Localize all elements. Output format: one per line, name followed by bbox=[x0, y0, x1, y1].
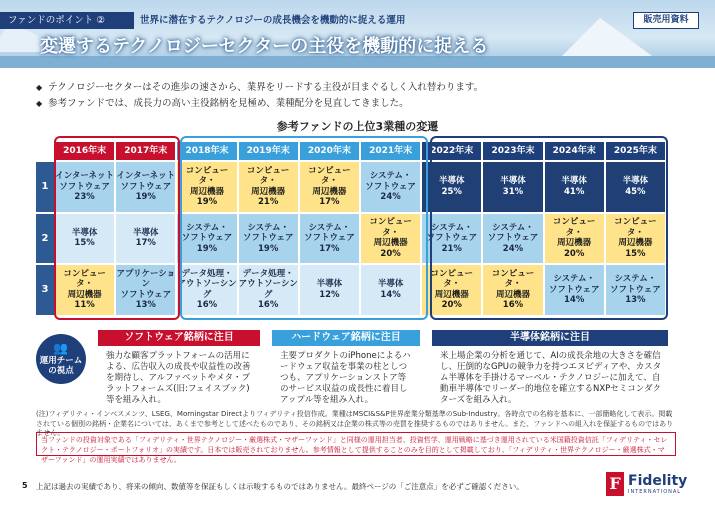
rank-label: 2 bbox=[36, 214, 54, 264]
footer-disclaimer: 上記は過去の実績であり、将来の傾向、数値等を保証もしくは示唆するものではありません。最終ページの「ご注意点」を必ずご確認ください。 bbox=[36, 482, 524, 491]
sector-name: コンピュータ・ 周辺機器 bbox=[369, 217, 412, 249]
fidelity-logo-name: Fidelity bbox=[628, 473, 688, 489]
footnote: (注)フィデリティ・インベスメンツ、LSEG、Morningstar Directよりフィデリティ投信作成。業種はMSCI&S&P世界産業分類基準のSub-Industry。各時点での名称を基本に、一部簡略化して表示。掲載されている個別の銘柄・企業名については、あくまで参考として述べたものであり、その銘柄又は企業の株式等の売買を推奨するものではありません。また、ファンドへの組入れを保証するものではありません。 bbox=[36, 410, 674, 437]
sector-name: 半導体 bbox=[622, 176, 649, 187]
sector-name: コンピュータ・ 周辺機器 bbox=[614, 217, 657, 249]
sector-name: システム・ ソフトウェア bbox=[610, 274, 661, 295]
sector-weight: 14% bbox=[380, 289, 401, 300]
sector-weight: 20% bbox=[564, 248, 585, 259]
sales-material-badge: 販売用資料 bbox=[633, 12, 699, 29]
fund-point-tag: ファンドのポイント ② bbox=[0, 12, 134, 29]
sector-weight: 15% bbox=[625, 248, 646, 259]
year-header: 2020年末 bbox=[300, 142, 359, 160]
sector-name: システム・ ソフトウェア bbox=[365, 171, 416, 192]
sector-name: システム・ ソフトウェア bbox=[426, 222, 478, 243]
sector-weight: 20% bbox=[380, 248, 401, 259]
software-panel-title: ソフトウェア銘柄に注目 bbox=[98, 330, 260, 346]
sector-weight: 16% bbox=[502, 300, 524, 311]
hardware-panel bbox=[272, 330, 420, 408]
year-header: 2017年末 bbox=[116, 142, 175, 160]
sector-name: データ処理・ アウトソーシング bbox=[238, 268, 298, 300]
rank-label: 3 bbox=[36, 265, 54, 315]
software-panel bbox=[98, 330, 260, 408]
fidelity-logo-mark: F bbox=[606, 472, 624, 496]
sector-name: システム・ ソフトウェア bbox=[548, 274, 600, 295]
sector-weight: 21% bbox=[441, 243, 462, 254]
sector-weight: 19% bbox=[258, 243, 279, 254]
year-header: 2023年末 bbox=[483, 142, 542, 160]
sector-weight: 11% bbox=[74, 300, 95, 311]
sector-name: 半導体 bbox=[316, 279, 343, 290]
people-icon: 👥 bbox=[53, 341, 68, 355]
team-viewpoint-badge bbox=[36, 334, 86, 384]
page-number: 5 bbox=[22, 481, 28, 490]
sector-name: アプリケーション ソフトウェア bbox=[116, 268, 176, 300]
sector-name: インターネット ソフトウェア bbox=[55, 171, 114, 192]
sector-name: 半導体 bbox=[133, 227, 159, 238]
semiconductor-panel-title: 半導体銘柄に注目 bbox=[432, 330, 668, 346]
sector-weight: 17% bbox=[135, 238, 156, 249]
sector-name: 半導体 bbox=[377, 279, 404, 290]
sector-weight: 17% bbox=[319, 243, 340, 254]
bullet-item: ◆ テクノロジーセクターはその進歩の速さから、業界をリードする主役が目まぐるしく入れ替わります。 bbox=[36, 80, 483, 96]
sector-weight: 19% bbox=[196, 197, 218, 208]
hardware-panel-body: 主要プロダクトのiPhoneによるハードウェア収益を事業の柱としつつも、アプリケーションストア等のサービス収益の成長性に着目しアップル等を組み入れ。 bbox=[280, 351, 411, 405]
sector-name: コンピュータ・ 周辺機器 bbox=[491, 268, 535, 300]
sector-name: コンピュータ・ 周辺機器 bbox=[430, 268, 474, 300]
page-title: 変遷するテクノロジーセクターの主役を機動的に捉える bbox=[40, 36, 489, 57]
software-panel-body: 強力な顧客プラットフォームの活用による、広告収入の成長や収益性の改善を期待し、アルファベットやメタ・プラットフォームズ(旧:フェイスブック)等を組み入れ。 bbox=[106, 351, 251, 405]
hardware-panel-title: ハードウェア銘柄に注目 bbox=[272, 330, 420, 346]
sector-weight: 31% bbox=[502, 186, 524, 197]
sector-weight: 21% bbox=[258, 197, 279, 208]
sector-weight: 24% bbox=[380, 192, 401, 202]
sector-weight: 19% bbox=[196, 243, 218, 254]
sector-weight: 16% bbox=[196, 300, 218, 311]
sector-name: 半導体 bbox=[439, 176, 465, 187]
bullet-item: ◆ 参考ファンドでは、成長力の高い主役銘柄を見極め、業種配分を見直してきました。 bbox=[36, 96, 483, 112]
sector-name: インターネット ソフトウェア bbox=[116, 171, 176, 192]
sector-weight: 25% bbox=[441, 186, 462, 197]
reference-fund-disclaimer: 当ファンドの投資対象である「フィデリティ・世界テクノロジー・厳選株式・マザーファンド」と同様の運用担当者、投資哲学、運用戦略に基づき運用されている米国籍投資信託「フィデリティ・セレクト・テクノロジー・ポートフォリオ」の実績です。日本では販売されておりません。参考情報として提供することのみを目的として掲載しており、「フィデリティ・世界テクノロジー・厳選株式・マザーファンド」の運用実績ではありません。 bbox=[36, 432, 676, 456]
hardware-period-highlight bbox=[180, 136, 428, 320]
year-header: 2021年末 bbox=[361, 142, 420, 160]
sector-name: システム・ ソフトウェア bbox=[181, 222, 233, 243]
header-subtitle: 世界に潜在するテクノロジーの成長機会を機動的に捉える運用 bbox=[140, 15, 406, 26]
sector-name: コンピュータ・ 周辺機器 bbox=[185, 165, 229, 197]
software-period-highlight bbox=[54, 136, 180, 320]
year-header: 2016年末 bbox=[55, 142, 114, 160]
sector-weight: 20% bbox=[441, 300, 462, 311]
year-header: 2018年末 bbox=[177, 142, 236, 160]
table-title: 参考ファンドの上位3業種の変遷 bbox=[276, 120, 439, 133]
sector-name: 半導体 bbox=[71, 227, 98, 238]
year-header: 2019年末 bbox=[239, 142, 298, 160]
sector-weight: 24% bbox=[502, 243, 524, 254]
sector-weight: 15% bbox=[74, 238, 95, 249]
sector-name: システム・ ソフトウェア bbox=[487, 222, 539, 243]
sector-weight: 45% bbox=[625, 186, 646, 197]
sector-name: システム・ ソフトウェア bbox=[242, 222, 294, 243]
sector-name: システム・ ソフトウェア bbox=[304, 222, 355, 243]
sector-weight: 23% bbox=[74, 192, 95, 202]
sector-name: コンピュータ・ 周辺機器 bbox=[552, 217, 596, 249]
sector-name: 半導体 bbox=[561, 176, 587, 187]
rank-label: 1 bbox=[36, 162, 54, 212]
sector-weight: 19% bbox=[135, 192, 156, 202]
sector-name: コンピュータ・ 周辺機器 bbox=[308, 165, 351, 197]
sector-weight: 14% bbox=[564, 295, 585, 305]
semiconductor-panel bbox=[432, 330, 668, 408]
year-header: 2025年末 bbox=[606, 142, 665, 160]
sector-weight: 41% bbox=[564, 186, 585, 197]
year-header: 2024年末 bbox=[545, 142, 604, 160]
team-viewpoint-label: 運用チーム の視点 bbox=[39, 356, 83, 376]
fidelity-logo-sub: INTERNATIONAL bbox=[628, 489, 682, 495]
sector-weight: 13% bbox=[625, 295, 646, 305]
sector-weight: 16% bbox=[258, 300, 279, 311]
sector-weight: 13% bbox=[135, 300, 156, 311]
sector-name: データ処理・ アウトソーシング bbox=[177, 268, 237, 300]
sector-weight: 12% bbox=[319, 289, 340, 300]
fidelity-logo bbox=[606, 472, 696, 498]
sector-name: コンピュータ・ 周辺機器 bbox=[246, 165, 290, 197]
semiconductor-panel-body: 米上場企業の分析を通じて、AIの成長余地の大きさを確信し、圧倒的なGPUの競争力を持つエヌビディアや、カスタム半導体を手掛けるマーベル・テクノロジーに加えて、自動車半導体でリーダー的地位を確立するNXPセミコンダクターズを組み入れ。 bbox=[440, 351, 662, 405]
year-header: 2022年末 bbox=[422, 142, 481, 160]
sector-weight: 17% bbox=[319, 197, 340, 208]
sector-name: コンピュータ・ 周辺機器 bbox=[63, 268, 106, 300]
sector-name: 半導体 bbox=[500, 176, 526, 187]
semiconductor-period-highlight bbox=[430, 136, 668, 320]
bullet-list bbox=[36, 80, 483, 112]
